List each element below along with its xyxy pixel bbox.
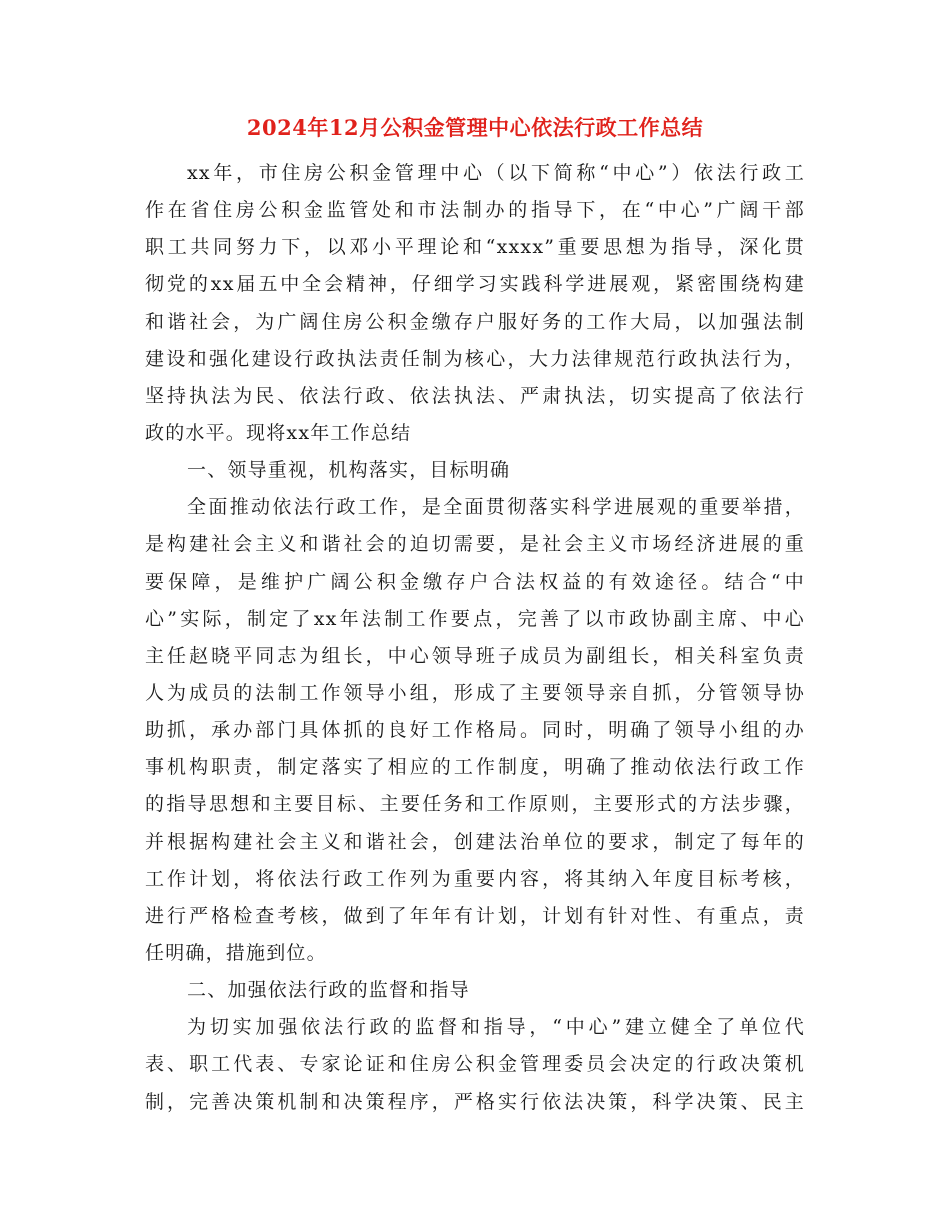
body-line: 和谐社会，为广阔住房公积金缴存户服好务的工作大局，以加强法制 — [145, 310, 805, 333]
body-line: 工作计划，将依法行政工作列为重要内容，将其纳入年度目标考核， — [145, 867, 805, 890]
document-body — [145, 155, 805, 1121]
body-line: 二、加强依法行政的监督和指导 — [187, 979, 470, 1002]
body-line: 心”实际，制定了xx年法制工作要点，完善了以市政协副主席、中心 — [145, 607, 805, 630]
body-line: 坚持执法为民、依法行政、依法执法、严肃执法，切实提高了依法行 — [145, 384, 805, 407]
body-line: 制，完善决策机制和决策程序，严格实行依法决策，科学决策、民主 — [145, 1090, 805, 1113]
body-line: xx年，市住房公积金管理中心（以下简称“中心”）依法行政工 — [187, 162, 805, 184]
body-line: 为切实加强依法行政的监督和指导，“中心”建立健全了单位代 — [187, 1016, 805, 1039]
body-line: 彻党的xx届五中全会精神，仔细学习实践科学进展观，紧密围绕构建 — [145, 273, 805, 296]
body-line: 主任赵晓平同志为组长，中心领导班子成员为副组长，相关科室负责 — [145, 644, 805, 667]
body-line: 建设和强化建设行政执法责任制为核心，大力法律规范行政执法行为， — [145, 347, 805, 370]
body-line: 全面推动依法行政工作，是全面贯彻落实科学进展观的重要举措， — [187, 496, 805, 519]
body-line: 政的水平。现将xx年工作总结 — [145, 421, 412, 444]
body-line: 助抓，承办部门具体抓的良好工作格局。同时，明确了领导小组的办 — [145, 719, 805, 742]
body-line: 作在省住房公积金监管处和市法制办的指导下，在“中心”广阔干部 — [145, 199, 805, 222]
body-line: 职工共同努力下，以邓小平理论和“xxxx”重要思想为指导，深化贯 — [145, 236, 805, 259]
body-line: 人为成员的法制工作领导小组，形成了主要领导亲自抓，分管领导协 — [145, 681, 805, 704]
body-line: 表、职工代表、专家论证和住房公积金管理委员会决定的行政决策机 — [145, 1053, 805, 1076]
body-line: 一、领导重视，机构落实，目标明确 — [187, 459, 511, 482]
body-line: 事机构职责，制定落实了相应的工作制度，明确了推动依法行政工作 — [145, 756, 805, 779]
body-line: 并根据构建社会主义和谐社会，创建法治单位的要求，制定了每年的 — [145, 830, 805, 853]
body-line: 进行严格检查考核，做到了年年有计划，计划有针对性、有重点，责 — [145, 904, 805, 927]
body-line: 的指导思想和主要目标、主要任务和工作原则，主要形式的方法步骤， — [145, 793, 805, 816]
body-line: 任明确，措施到位。 — [145, 941, 327, 964]
body-line: 是构建社会主义和谐社会的迫切需要，是社会主义市场经济进展的重 — [145, 533, 805, 556]
document-title: 2024年12月公积金管理中心依法行政工作总结 — [246, 115, 704, 140]
body-line: 要保障，是维护广阔公积金缴存户合法权益的有效途径。结合“中 — [145, 570, 805, 593]
